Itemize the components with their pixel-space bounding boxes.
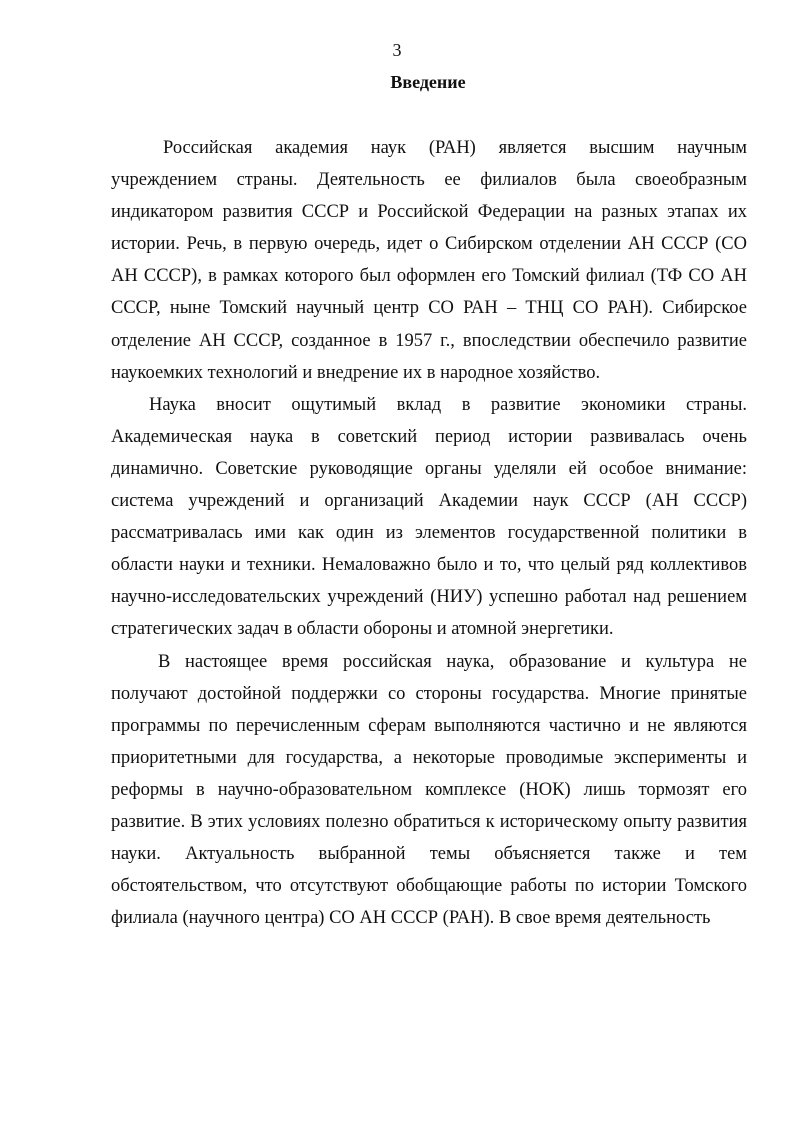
body-text — [111, 132, 747, 934]
page-number: 3 — [392, 40, 402, 60]
paragraph-1: Российская академия наук (РАН) является высшим научным учреждением страны. Деятельность ее филиалов была своеобразным индикатором развития СССР и Российской Федерации на разных этапах их истории. Речь, в первую очередь, идет о Сибирском отделении АН СССР (СО АН СССР), в рамках которого был оформлен его Томский филиал (ТФ СО АН СССР, ныне Томский научный центр СО РАН – ТНЦ СО РАН). Сибирское отделение АН СССР, созданное в 1957 г., впоследствии обеспечило развитие наукоемких технологий и внедрение их в народное хозяйство. — [111, 138, 747, 383]
paragraph-2: Наука вносит ощутимый вклад в развитие экономики страны. Академическая наука в советский период истории развивалась очень динамично. Советские руководящие органы уделяли ей особое внимание: система учреждений и организаций Академии наук СССР (АН СССР) рассматривалась ими как один из элементов государственной политики в области науки и техники. Немаловажно было и то, что целый ряд коллективов научно-исследовательских учреждений (НИУ) успешно работал над решением стратегических задач в области обороны и атомной энергетики. — [111, 394, 747, 640]
section-heading: Введение — [390, 72, 466, 92]
paragraph-3: В настоящее время российская наука, образование и культура не получают достойной поддержки со стороны государства. Многие принятые программы по перечисленным сферам выполняются частично и не являются приоритетными для государства, а некоторые проводимые эксперименты и реформы в научно-образовательном комплексе (НОК) лишь тормозят его развитие. В этих условиях полезно обратиться к историческому опыту развития науки. Актуальность выбранной темы объясняется также и тем обстоятельством, что отсутствуют обобщающие работы по истории Томского филиала (научного центра) СО АН СССР (РАН). В свое время деятельность — [111, 651, 747, 929]
